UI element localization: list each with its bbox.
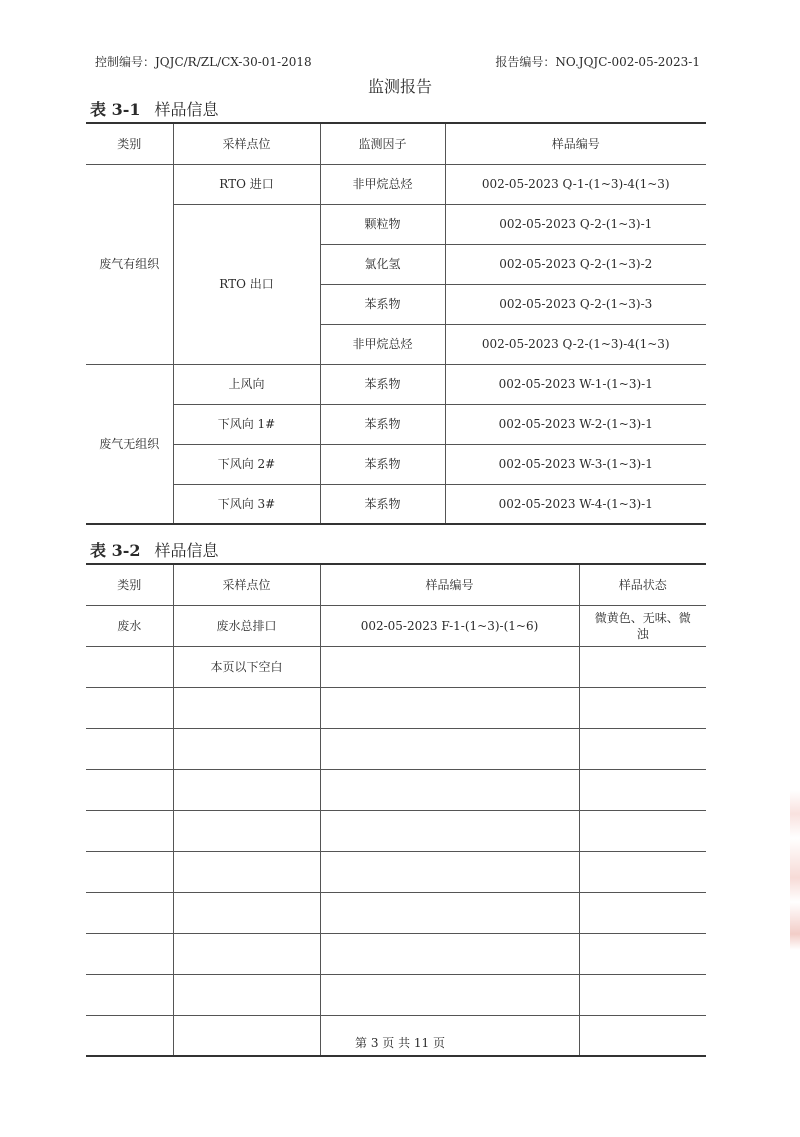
table-row	[86, 404, 706, 444]
header-cell: 监测因子	[320, 123, 445, 164]
blank-cell	[579, 933, 706, 974]
blank-cell	[86, 810, 173, 851]
blank-cell	[579, 851, 706, 892]
seal-stamp-edge	[790, 790, 800, 950]
factor-cell: 氯化氢	[320, 244, 445, 284]
page-number: 第 3 页 共 11 页	[355, 1036, 445, 1050]
factor-cell: 非甲烷总烃	[320, 164, 445, 204]
blank-cell	[579, 974, 706, 1015]
blank-cell	[173, 810, 320, 851]
blank-row	[86, 892, 706, 933]
sampling-point-cell: 下风向 3#	[173, 484, 320, 524]
factor-cell: 苯系物	[320, 364, 445, 404]
table1-caption-number: 表 3-1	[90, 100, 141, 119]
factor-cell: 苯系物	[320, 284, 445, 324]
header-cell: 采样点位	[173, 564, 320, 605]
blank-cell	[173, 851, 320, 892]
sample-number-cell: 002-05-2023 W-2-(1~3)-1	[445, 404, 706, 444]
control-number: 控制编号：JQJC/R/ZL/CX-30-01-2018	[95, 55, 312, 69]
blank-row	[86, 933, 706, 974]
blank-cell	[86, 687, 173, 728]
category-cell: 废水	[86, 605, 173, 646]
sample-number-cell: 002-05-2023 Q-2-(1~3)-2	[445, 244, 706, 284]
header-cell: 样品编号	[320, 564, 579, 605]
table2-caption	[90, 538, 233, 561]
table2-caption-number: 表 3-2	[90, 541, 141, 560]
sample-number-cell: 002-05-2023 Q-2-(1~3)-3	[445, 284, 706, 324]
blank-cell	[173, 892, 320, 933]
blank-cell	[579, 769, 706, 810]
factor-cell: 非甲烷总烃	[320, 324, 445, 364]
blank-row	[86, 687, 706, 728]
blank-cell	[579, 810, 706, 851]
blank-cell	[320, 687, 579, 728]
report-number: 报告编号：NO.JQJC-002-05-2023-1	[495, 55, 700, 69]
document-title: 监测报告	[367, 77, 432, 96]
blank-cell	[86, 892, 173, 933]
table-row	[86, 444, 706, 484]
factor-cell: 苯系物	[320, 484, 445, 524]
blank-cell	[320, 933, 579, 974]
table-row	[86, 204, 706, 244]
sampling-point-cell: 本页以下空白	[173, 646, 320, 687]
sample-number-cell: 002-05-2023 Q-2-(1~3)-4(1~3)	[445, 324, 706, 364]
header-cell: 样品状态	[579, 564, 706, 605]
table-header-row	[86, 564, 706, 605]
sample-number-cell: 002-05-2023 F-1-(1~3)-(1~6)	[320, 605, 579, 646]
blank-cell	[320, 892, 579, 933]
blank-cell	[173, 728, 320, 769]
blank-cell	[320, 769, 579, 810]
blank-cell	[86, 974, 173, 1015]
blank-cell	[86, 851, 173, 892]
header-cell: 类别	[86, 123, 173, 164]
table-row	[86, 364, 706, 404]
table-header-row	[86, 123, 706, 164]
sample-number-cell: 002-05-2023 Q-1-(1~3)-4(1~3)	[445, 164, 706, 204]
blank-cell	[579, 892, 706, 933]
blank-cell	[320, 728, 579, 769]
blank-cell	[320, 810, 579, 851]
blank-cell	[86, 769, 173, 810]
blank-cell	[173, 933, 320, 974]
table-row	[86, 646, 706, 687]
sampling-point-cell: 废水总排口	[173, 605, 320, 646]
sampling-point-cell: 下风向 2#	[173, 444, 320, 484]
table-row	[86, 484, 706, 524]
table-row	[86, 605, 706, 646]
blank-cell	[320, 974, 579, 1015]
header-cell: 类别	[86, 564, 173, 605]
sampling-point-cell: RTO 出口	[173, 204, 320, 364]
factor-cell: 苯系物	[320, 404, 445, 444]
sample-number-cell: 002-05-2023 W-4-(1~3)-1	[445, 484, 706, 524]
blank-cell	[579, 728, 706, 769]
sample-number-cell	[320, 646, 579, 687]
sample-number-cell: 002-05-2023 W-1-(1~3)-1	[445, 364, 706, 404]
table1-caption	[90, 97, 233, 120]
blank-row	[86, 974, 706, 1015]
sampling-point-cell: 下风向 1#	[173, 404, 320, 444]
sample-info-table-2	[86, 563, 706, 1057]
blank-cell	[579, 687, 706, 728]
blank-cell	[173, 769, 320, 810]
sample-info-table-1	[86, 122, 706, 525]
category-cell: 废气无组织	[86, 364, 173, 524]
blank-row	[86, 769, 706, 810]
blank-row	[86, 851, 706, 892]
blank-cell	[86, 933, 173, 974]
sample-number-cell: 002-05-2023 W-3-(1~3)-1	[445, 444, 706, 484]
category-cell: 废气有组织	[86, 164, 173, 364]
sample-status-cell: 微黄色、无味、微浊	[579, 605, 706, 646]
blank-cell	[86, 728, 173, 769]
blank-cell	[320, 851, 579, 892]
category-cell	[86, 646, 173, 687]
sample-status-cell	[579, 646, 706, 687]
table2-caption-text: 样品信息	[154, 541, 219, 560]
sample-number-cell: 002-05-2023 Q-2-(1~3)-1	[445, 204, 706, 244]
sampling-point-cell: 上风向	[173, 364, 320, 404]
blank-cell	[173, 687, 320, 728]
header-cell: 采样点位	[173, 123, 320, 164]
table1-caption-text: 样品信息	[154, 100, 219, 119]
blank-row	[86, 810, 706, 851]
sampling-point-cell: RTO 进口	[173, 164, 320, 204]
table-row	[86, 164, 706, 204]
factor-cell: 颗粒物	[320, 204, 445, 244]
blank-cell	[173, 974, 320, 1015]
factor-cell: 苯系物	[320, 444, 445, 484]
blank-row	[86, 728, 706, 769]
header-cell: 样品编号	[445, 123, 706, 164]
